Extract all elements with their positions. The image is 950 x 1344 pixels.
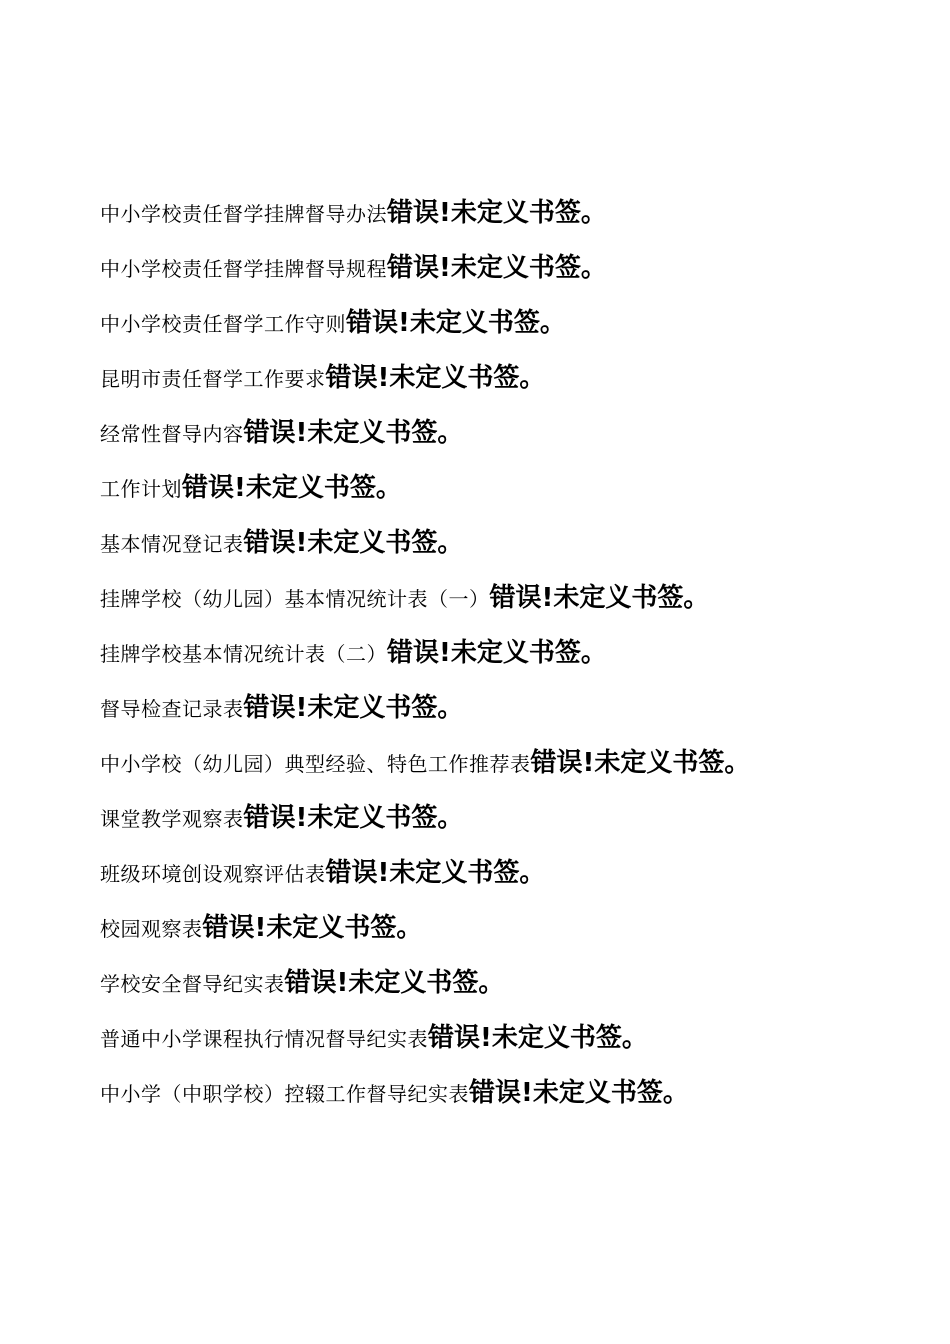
toc-entry[interactable]	[100, 801, 920, 836]
toc-entry-title: 普通中小学课程执行情况督导纪实表	[100, 1027, 428, 1051]
toc-entry-title: 中小学校（幼儿园）典型经验、特色工作推荐表	[100, 752, 531, 776]
toc-entry[interactable]	[100, 251, 920, 286]
toc-entry-title: 基本情况登记表	[100, 532, 244, 556]
toc-entry-title: 课堂教学观察表	[100, 807, 244, 831]
toc-entry[interactable]	[100, 196, 920, 231]
toc-entry-error: 错误!未定义书签。	[346, 308, 566, 338]
toc-entry-error: 错误!未定义书签。	[243, 528, 464, 558]
toc-entry-error: 错误!未定义书签。	[243, 418, 464, 448]
toc-entry[interactable]	[100, 361, 920, 396]
toc-entry-title: 工作计划	[100, 477, 182, 501]
toc-entry[interactable]	[100, 526, 920, 561]
toc-entry-error: 错误!未定义书签。	[469, 1078, 689, 1108]
toc-entry-title: 中小学校责任督学挂牌督导规程	[100, 257, 387, 281]
toc-entry-error: 错误!未定义书签。	[284, 968, 505, 998]
toc-entry-error: 错误!未定义书签。	[243, 803, 464, 833]
toc-entry-title: 经常性督导内容	[100, 422, 244, 446]
toc-entry-title: 中小学校责任督学工作守则	[100, 312, 346, 336]
toc-entry-title: 挂牌学校基本情况统计表（二）	[100, 642, 387, 666]
toc-entry[interactable]	[100, 581, 920, 616]
toc-entry-title: 学校安全督导纪实表	[100, 972, 285, 996]
toc-entry-title: 挂牌学校（幼儿园）基本情况统计表（一）	[100, 587, 490, 611]
toc-entry[interactable]	[100, 1021, 920, 1056]
toc-entry[interactable]	[100, 471, 920, 506]
toc-entry-error: 错误!未定义书签。	[243, 693, 464, 723]
toc-entry[interactable]	[100, 691, 920, 726]
toc-entry-title: 督导检查记录表	[100, 697, 244, 721]
toc-entry-error: 错误!未定义书签。	[387, 198, 607, 228]
toc-entry-error: 错误!未定义书签。	[325, 363, 546, 393]
toc-entry-title: 中小学（中职学校）控辍工作督导纪实表	[100, 1082, 469, 1106]
toc-entry[interactable]	[100, 966, 920, 1001]
toc-entry-error: 错误!未定义书签。	[489, 583, 710, 613]
toc-entry-error: 错误!未定义书签。	[202, 913, 423, 943]
toc-entry[interactable]	[100, 636, 920, 671]
toc-entry-error: 错误!未定义书签。	[387, 253, 607, 283]
toc-entry[interactable]	[100, 1076, 920, 1111]
toc-entry-title: 班级环境创设观察评估表	[100, 862, 326, 886]
toc-entry[interactable]	[100, 746, 920, 781]
toc-entry[interactable]	[100, 416, 920, 451]
toc-entry-error: 错误!未定义书签。	[387, 638, 607, 668]
toc-entry-error: 错误!未定义书签。	[182, 473, 402, 503]
toc-entry-title: 中小学校责任督学挂牌督导办法	[100, 202, 387, 226]
toc-entry[interactable]	[100, 856, 920, 891]
toc-entry-error: 错误!未定义书签。	[530, 748, 751, 778]
toc-entry[interactable]	[100, 306, 920, 341]
toc-entry[interactable]	[100, 911, 920, 946]
toc-entry-error: 错误!未定义书签。	[325, 858, 546, 888]
table-of-contents	[100, 196, 920, 1131]
toc-entry-title: 昆明市责任督学工作要求	[100, 367, 326, 391]
toc-entry-error: 错误!未定义书签。	[428, 1023, 648, 1053]
toc-entry-title: 校园观察表	[100, 917, 203, 941]
